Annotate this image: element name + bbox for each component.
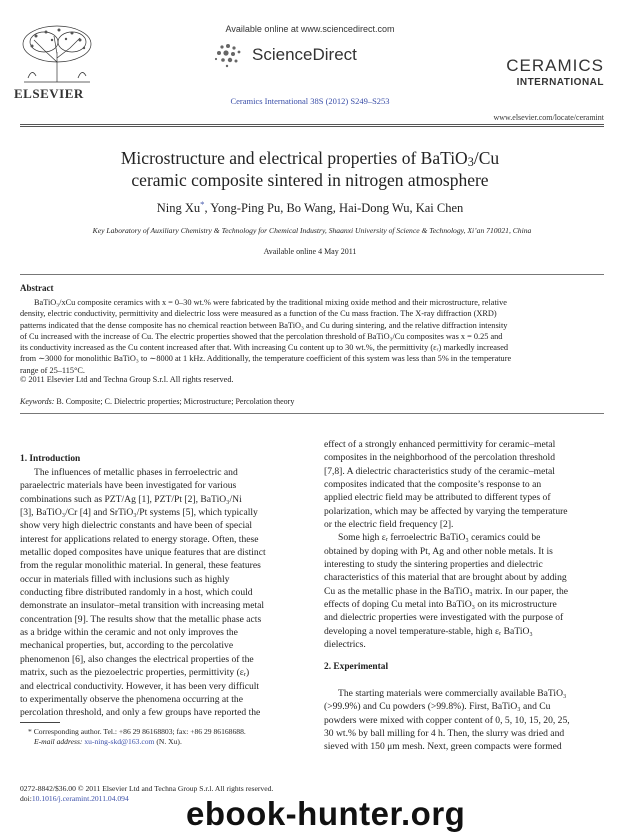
body-line: show very high dielectric constants and have been of special xyxy=(20,520,253,532)
section-heading-introduction: 1. Introduction xyxy=(20,454,81,464)
abstract-line: of Cu increased with the increase of Cu. The electric properties showed that the percolation threshold of BaTiO₃/Cu composites was x = 0.25 and xyxy=(20,331,503,341)
first-author: Ning Xu xyxy=(156,201,201,215)
body-line: conducting fibre distributed randomly in a host, which could xyxy=(20,587,253,599)
body-line: and dielectric properties were investigated with the purpose of xyxy=(324,612,564,624)
body-line: powders were mixed with copper content of 0, 5, 10, 15, 20, 25, xyxy=(324,714,570,726)
body-line: percolation threshold, and only a few groups have reported the xyxy=(20,707,261,719)
body-line: (>99.9%) and Cu powders (>99.8%). First, BaTiO₃ and Cu xyxy=(324,701,551,713)
footnote-divider xyxy=(20,722,60,723)
body-line: as a bridge within the ceramic and not only improves the xyxy=(20,627,238,639)
journal-logo-line1: CERAMICS xyxy=(506,56,604,75)
body-line: developing a novel temperature-stable, high εᵣ BaTiO₃ xyxy=(324,625,533,637)
abstract-line: range of 25–115°C. xyxy=(20,365,85,375)
body-line: from the regular monolithic material. In general, these features xyxy=(20,560,261,572)
keywords xyxy=(20,397,294,406)
body-line: effect of a strongly enhanced permittivity for ceramic–metal xyxy=(324,439,556,450)
body-line: interesting to study the sintering properties and dielectric xyxy=(324,559,543,571)
elsevier-logo xyxy=(14,22,102,102)
section-heading-experimental: 2. Experimental xyxy=(324,662,389,672)
corresponding-author-footnote xyxy=(20,727,310,747)
body-line: Cu as the metallic phase in the BaTiO₃ matrix. In our paper, the xyxy=(324,585,568,597)
body-line: or the electric field frequency [2]. xyxy=(324,519,454,531)
available-online-date: Available online 4 May 2011 xyxy=(263,247,357,256)
body-line: phenomenon [6], also changes the electrical properties of the xyxy=(20,653,254,665)
header-divider xyxy=(20,124,604,125)
abstract-line: its conductivity increased as the Cu content increased after that. With increasing Cu content up to 30 wt.%, the permittivity (εᵣ) markedly increased xyxy=(20,343,509,353)
body-line: [7,8]. A dielectric characteristics study of the ceramic–metal xyxy=(324,465,555,477)
title-subscript: 3 xyxy=(467,155,474,169)
body-line: applied electric field may be attributed to different types of xyxy=(324,492,551,504)
keywords-list: B. Composite; C. Dielectric properties; Microstructure; Percolation theory xyxy=(54,397,295,406)
corresponding-author-mark[interactable]: * xyxy=(200,198,205,209)
body-line: to experimentally observe the phenomena occurring at the xyxy=(20,693,243,705)
body-line: and electrical conductivity. However, it has been very difficult xyxy=(20,680,260,692)
publisher-wordmark: ELSEVIER xyxy=(14,86,84,101)
right-column-body-a xyxy=(324,438,604,652)
header-divider-double xyxy=(20,126,604,127)
body-line: characteristics of this material that are brought about by adding xyxy=(324,572,567,584)
email-label: E-mail address: xyxy=(34,737,83,746)
body-line: sieved with 150 μm mesh. Next, green compacts were formed xyxy=(324,741,562,753)
affiliation: Key Laboratory of Auxiliary Chemistry & Technology for Chemical Industry, Shaanxi University of Science & Technology, Xi’an 710021, China xyxy=(92,226,532,235)
sciencedirect-logo xyxy=(212,42,357,68)
body-line: The starting materials were commercially available BaTiO₃ xyxy=(338,688,567,699)
author-list xyxy=(30,198,590,216)
email-link[interactable]: xu-ning-skd@163.com xyxy=(84,737,155,746)
doi-link[interactable]: 10.1016/j.ceramint.2011.04.094 xyxy=(31,794,129,803)
body-line: composites indicated that the composite’s response to an xyxy=(324,479,542,491)
other-authors: , Yong-Ping Pu, Bo Wang, Hai-Dong Wu, Kai Chen xyxy=(204,201,464,215)
body-line: concentration [9]. The results show that the metallic phase acts xyxy=(20,613,262,625)
abstract-line: BaTiO₃/xCu composite ceramics with x = 0–30 wt.% were fabricated by the traditional mixing oxide method and their microstructure, relative xyxy=(34,298,507,307)
abstract-copyright: © 2011 Elsevier Ltd and Techna Group S.r.l. All rights reserved. xyxy=(20,375,234,384)
watermark: ebook-hunter.org xyxy=(186,795,466,832)
introduction-body xyxy=(20,466,300,720)
journal-logo-line2: INTERNATIONAL xyxy=(516,77,604,88)
body-line: The influences of metallic phases in ferroelectric and xyxy=(34,467,238,478)
abstract-line: patterns indicated that the dense composite has no chemical reaction between BaTiO₃ and Cu during sintering, and the relative diffraction intensity xyxy=(20,320,508,330)
body-line: metallic doped composites have unique features that are distinct xyxy=(20,547,266,559)
title-line2: ceramic composite sintered in nitrogen atmosphere xyxy=(131,170,489,190)
journal-logo xyxy=(486,56,604,88)
abstract-line: density, electric conductivity, permittivity and dielectric loss were measured as a function of the Cu mass fraction. The X-ray diffraction (XRD) xyxy=(20,309,497,319)
journal-homepage-link[interactable]: www.elsevier.com/locate/ceramint xyxy=(493,113,604,122)
body-line: matrix, such as the piezoelectric properties, permittivity (εᵣ) xyxy=(20,667,250,679)
doi-label: doi: xyxy=(20,794,32,803)
experimental-body xyxy=(324,687,604,754)
article-title xyxy=(30,147,590,191)
body-line: Some high εᵣ ferroelectric BaTiO₃ ceramics could be xyxy=(338,532,541,544)
body-line: polarization, which may be affected by varying the temperature xyxy=(324,505,568,517)
body-line: interest for applications related to energy storage. Often, these xyxy=(20,533,259,545)
body-line: effects of doping Cu metal into BaTiO₃ on its microstructure xyxy=(324,599,557,611)
abstract-line: from ∼3000 for monolithic BaTiO₃ to ∼8000 at 1 kHz. Additionally, the temperature coefficient of this system was less than 5% in the temperature xyxy=(20,354,512,364)
abstract-heading: Abstract xyxy=(20,283,54,293)
body-line: occur in materials filled with inclusions such as highly xyxy=(20,573,230,585)
body-line: [3], BaTiO₃/Cr [4] and SrTiO₃/Pt systems [5], which typically xyxy=(20,507,258,519)
body-line: combinations such as PZT/Ag [1], PZT/Pt [2], BaTiO₃/Ni xyxy=(20,493,242,505)
body-line: composites in the neighborhood of the percolation threshold xyxy=(324,452,555,464)
body-line: mechanical properties, but, according to the percolative xyxy=(20,640,234,652)
body-line: obtained by doping with Pt, Ag and other noble metals. It is xyxy=(324,545,553,557)
abstract-top-divider xyxy=(20,274,604,275)
title-part-a: Microstructure and electrical properties of BaTiO xyxy=(120,148,468,168)
keywords-label: Keywords: xyxy=(20,397,55,406)
abstract-bottom-divider xyxy=(20,413,604,414)
email-suffix: (N. Xu). xyxy=(154,737,182,746)
footnote-contact: * Corresponding author. Tel.: +86 29 86168803; fax: +86 29 86168688. xyxy=(28,727,246,736)
available-online-note: Available online at www.sciencedirect.com xyxy=(225,24,395,34)
title-part-b: /Cu xyxy=(473,148,500,168)
body-line: paraelectric materials have been investigated for various xyxy=(20,480,237,492)
abstract-body xyxy=(20,297,604,376)
body-line: 30 wt.% by ball milling for 4 h. Then, the slurry was dried and xyxy=(324,728,565,740)
sciencedirect-dots-icon xyxy=(212,42,246,68)
sciencedirect-wordmark: ScienceDirect xyxy=(252,45,357,64)
journal-citation-link[interactable]: Ceramics International 38S (2012) S249–S253 xyxy=(230,96,390,106)
issn-copyright: 0272-8842/$36.00 © 2011 Elsevier Ltd and Techna Group S.r.l. All rights reserved. xyxy=(20,784,274,793)
body-line: dielectrics. xyxy=(324,639,366,651)
body-line: demonstrate an insulator–metal transition with increasing metal xyxy=(20,600,265,612)
